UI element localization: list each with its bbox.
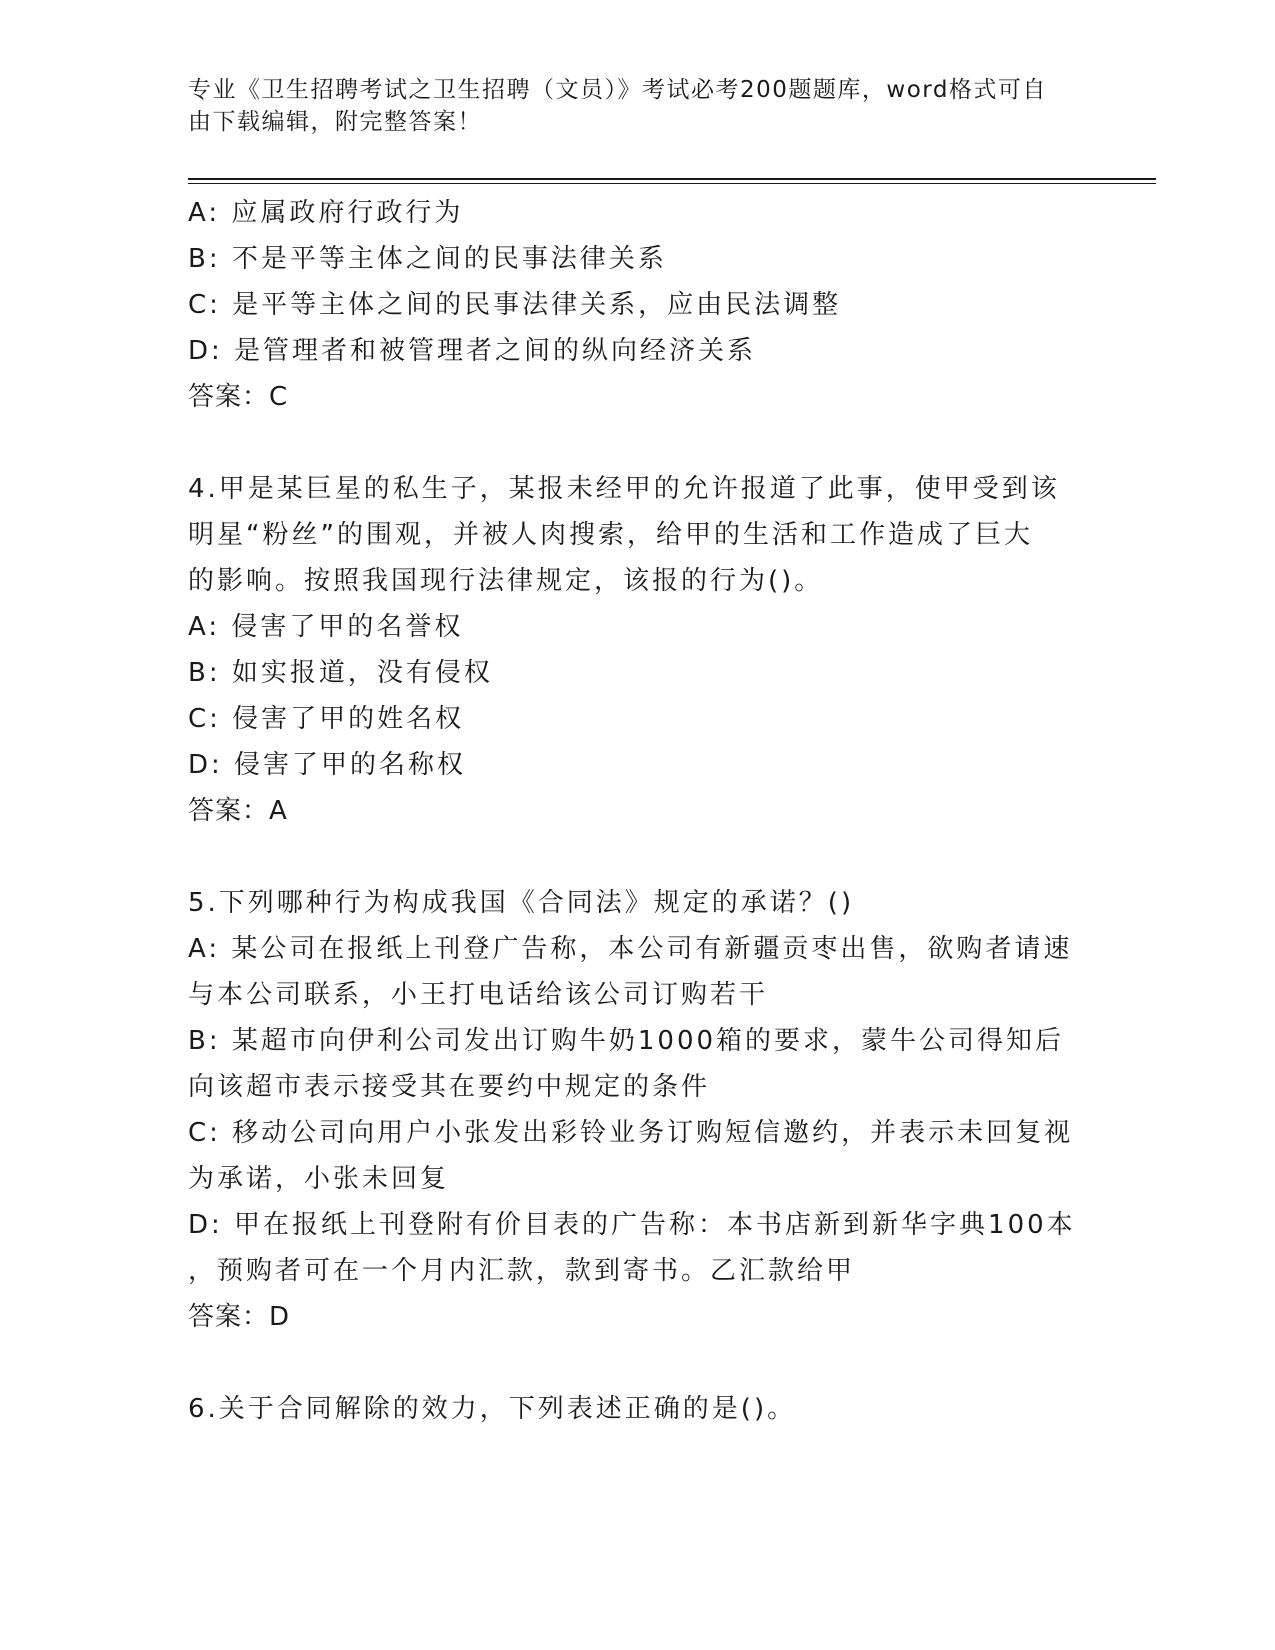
q4-stem-line-3: 的影响。按照我国现行法律规定，该报的行为()。 — [188, 566, 824, 596]
q5-option-b-line-1: B: 某超市向伊利公司发出订购牛奶1000箱的要求，蒙牛公司得知后 — [188, 1026, 1065, 1056]
spacer — [188, 1340, 1088, 1386]
q4-stem-line-2: 明星“粉丝”的围观，并被人肉搜索，给甲的生活和工作造成了巨大 — [188, 520, 1033, 550]
q5-option-d-line-2: ，预购者可在一个月内汇款，款到寄书。乙汇款给甲 — [188, 1256, 856, 1286]
q5-stem-line-1: 5.下列哪种行为构成我国《合同法》规定的承诺？() — [188, 888, 855, 918]
q4-option-a: A: 侵害了甲的名誉权 — [188, 612, 464, 642]
q4-option-b: B: 如实报道，没有侵权 — [188, 658, 493, 688]
q3-option-d: D: 是管理者和被管理者之间的纵向经济关系 — [188, 336, 757, 366]
question-5 — [188, 880, 1088, 1340]
q5-answer: 答案：D — [188, 1302, 291, 1332]
q4-stem-line-1: 4.甲是某巨星的私生子，某报未经甲的允许报道了此事，使甲受到该 — [188, 474, 1060, 504]
question-list — [188, 190, 1088, 1432]
question-4 — [188, 466, 1088, 834]
question-6 — [188, 1386, 1088, 1432]
spacer — [188, 834, 1088, 880]
q5-option-c-line-1: C: 移动公司向用户小张发出彩铃业务订购短信邀约，并表示未回复视 — [188, 1118, 1074, 1148]
spacer — [188, 420, 1088, 466]
q5-option-c-line-2: 为承诺，小张未回复 — [188, 1164, 450, 1194]
q3-option-b: B: 不是平等主体之间的民事法律关系 — [188, 244, 667, 274]
q5-option-d-line-1: D: 甲在报纸上刊登附有价目表的广告称：本书店新到新华字典100本 — [188, 1210, 1076, 1240]
header-divider-thick — [188, 178, 1156, 180]
header-line-1: 专业《卫生招聘考试之卫生招聘（文员）》考试必考200题题库，word格式可自 — [188, 77, 1047, 103]
q4-option-d: D: 侵害了甲的名称权 — [188, 750, 467, 780]
document-header — [188, 74, 1088, 138]
q3-option-a: A: 应属政府行政行为 — [188, 198, 464, 228]
q4-option-c: C: 侵害了甲的姓名权 — [188, 704, 465, 734]
q6-stem-line-1: 6.关于合同解除的效力，下列表述正确的是()。 — [188, 1394, 797, 1424]
q5-option-a-line-2: 与本公司联系，小王打电话给该公司订购若干 — [188, 980, 769, 1010]
header-divider-thin — [188, 183, 1156, 184]
q3-option-c: C: 是平等主体之间的民事法律关系，应由民法调整 — [188, 290, 842, 320]
q5-option-a-line-1: A: 某公司在报纸上刊登广告称，本公司有新疆贡枣出售，欲购者请速 — [188, 934, 1073, 964]
q5-option-b-line-2: 向该超市表示接受其在要约中规定的条件 — [188, 1072, 711, 1102]
q4-answer: 答案：A — [188, 796, 288, 826]
header-line-2: 由下载编辑，附完整答案！ — [188, 109, 482, 135]
q3-answer: 答案：C — [188, 382, 289, 412]
question-3 — [188, 190, 1088, 420]
